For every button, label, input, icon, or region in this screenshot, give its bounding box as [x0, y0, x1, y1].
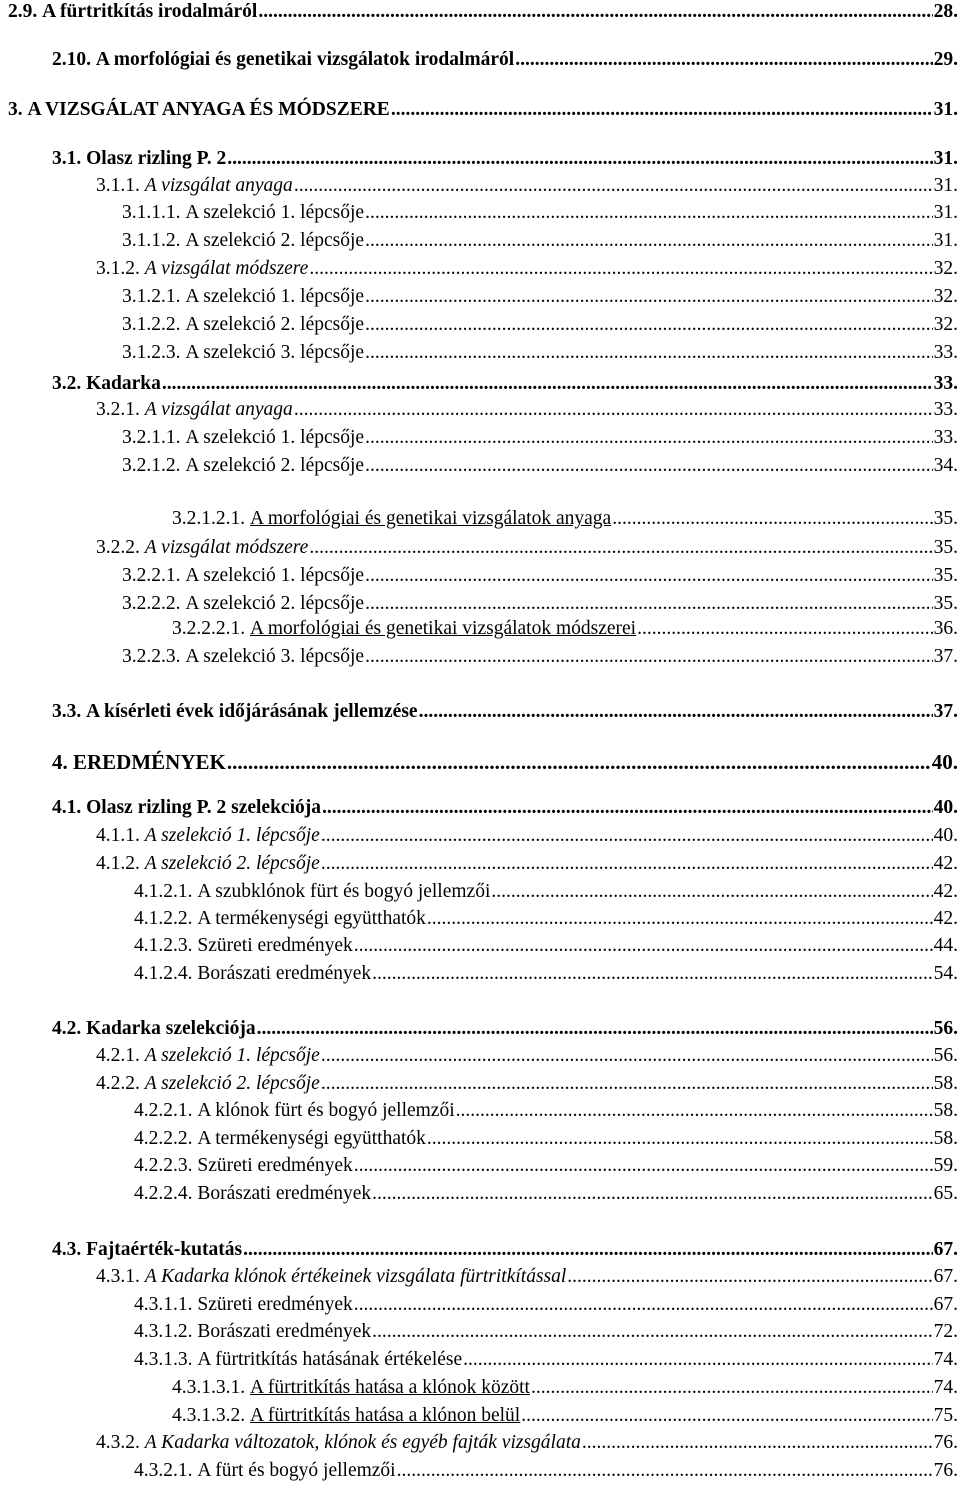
entry-title: A szelekció 1. lépcsője [185, 286, 365, 307]
entry-number: 3.2.2.2. [122, 593, 186, 614]
entry-page-number: 32. [933, 258, 958, 279]
entry-title: Olasz rizling P. 2 [86, 148, 227, 169]
entry-title: Borászati eredmények [197, 1183, 372, 1204]
entry-page-number: 42. [933, 881, 958, 902]
toc-entry[interactable] [52, 1238, 958, 1262]
toc-entry[interactable] [52, 372, 958, 396]
entry-title: A szelekció 3. lépcsője [185, 342, 365, 363]
toc-entry[interactable] [52, 700, 958, 724]
entry-number: 2.9. [8, 1, 43, 22]
dot-leader [427, 907, 933, 931]
entry-page-number: 58. [933, 1073, 958, 1094]
toc-entry[interactable] [122, 341, 958, 365]
entry-number: 4. [52, 750, 73, 774]
entry-page-number: 65. [933, 1183, 958, 1204]
entry-number: 3.2.2. [96, 537, 145, 558]
entry-number: 3.2.1.1. [122, 427, 186, 448]
entry-number: 3.2.1.2. [122, 455, 186, 476]
entry-title: EREDMÉNYEK [73, 750, 226, 774]
entry-title: A klónok fürt és bogyó jellemzői [197, 1100, 455, 1121]
dot-leader [227, 147, 932, 171]
dot-leader [637, 617, 933, 641]
entry-title: A szelekció 1. lépcsője [185, 565, 365, 586]
toc-entry[interactable] [122, 313, 958, 337]
toc-entry[interactable] [172, 617, 958, 641]
toc-entry[interactable] [96, 1431, 958, 1455]
dot-leader [456, 1099, 933, 1123]
entry-page-number: 40. [933, 825, 958, 846]
entry-number: 4.3.1.3. [134, 1349, 198, 1370]
toc-entry[interactable] [122, 426, 958, 450]
entry-number: 4.2.2.3. [134, 1155, 198, 1176]
entry-number: 4.2.2.1. [134, 1100, 198, 1121]
dot-leader [322, 796, 933, 820]
entry-page-number: 28. [933, 1, 958, 22]
entry-title: A kísérleti évek időjárásának jellemzése [86, 701, 418, 722]
toc-entry[interactable] [172, 1404, 958, 1428]
dot-leader [243, 1238, 933, 1262]
dot-leader [365, 645, 933, 669]
entry-title: Kadarka [86, 373, 161, 394]
dot-leader [257, 1017, 933, 1041]
entry-page-number: 58. [933, 1128, 958, 1149]
toc-entry[interactable] [134, 1459, 958, 1483]
entry-title: A vizsgálat módszere [144, 537, 309, 558]
entry-page-number: 56. [933, 1045, 958, 1066]
entry-page-number: 36. [933, 618, 958, 639]
dot-leader [391, 98, 933, 122]
entry-title: A morfológiai és genetikai vizsgálatok módszerei [250, 618, 637, 639]
entry-number: 4.3.1. [96, 1266, 145, 1287]
toc-entry[interactable] [134, 1293, 958, 1317]
dot-leader [531, 1376, 933, 1400]
dot-leader [365, 592, 933, 616]
entry-number: 4.2.2.2. [134, 1128, 198, 1149]
entry-number: 4.2.2.4. [134, 1183, 198, 1204]
entry-page-number: 40. [931, 750, 958, 774]
entry-page-number: 76. [933, 1460, 958, 1481]
dot-leader [227, 750, 931, 774]
entry-title: A termékenységi együtthatók [197, 908, 426, 929]
dot-leader [258, 0, 932, 24]
dot-leader [321, 852, 933, 876]
entry-number: 4.1.2.1. [134, 881, 198, 902]
entry-number: 4.3. [52, 1239, 87, 1260]
entry-page-number: 33. [933, 427, 958, 448]
entry-number: 3.1.2.1. [122, 286, 186, 307]
toc-entry[interactable] [96, 536, 958, 560]
entry-title: A szelekció 3. lépcsője [185, 646, 365, 667]
entry-number: 4.2.2. [96, 1073, 145, 1094]
entry-number: 3.2.1. [96, 399, 145, 420]
toc-entry[interactable] [134, 962, 958, 986]
entry-page-number: 34. [933, 455, 958, 476]
dot-leader [294, 174, 933, 198]
entry-number: 3.2.1.2.1. [172, 508, 250, 529]
toc-entry[interactable] [172, 507, 958, 531]
toc-entry[interactable] [172, 1376, 958, 1400]
entry-title: A fürtritkítás hatása a klónok között [250, 1377, 530, 1398]
entry-number: 4.2. [52, 1018, 87, 1039]
entry-number: 4.1.2.2. [134, 908, 198, 929]
entry-page-number: 40. [933, 797, 958, 818]
entry-page-number: 29. [933, 49, 958, 70]
toc-entry[interactable] [122, 592, 958, 616]
toc-entry[interactable] [134, 934, 958, 958]
dot-leader [354, 1154, 933, 1178]
entry-number: 4.3.1.3.1. [172, 1377, 250, 1398]
entry-page-number: 35. [933, 537, 958, 558]
entry-page-number: 67. [933, 1294, 958, 1315]
entry-number: 4.3.1.1. [134, 1294, 198, 1315]
entry-title: A vizsgálat anyaga [144, 175, 293, 196]
entry-number: 4.3.1.2. [134, 1321, 198, 1342]
entry-number: 4.1.2.4. [134, 963, 198, 984]
entry-page-number: 67. [933, 1266, 958, 1287]
entry-page-number: 33. [933, 373, 958, 394]
entry-page-number: 31. [933, 230, 958, 251]
dot-leader [419, 700, 933, 724]
entry-title: A vizsgálat anyaga [144, 399, 293, 420]
toc-entry[interactable] [134, 1127, 958, 1151]
entry-number: 3.1. [52, 148, 87, 169]
entry-title: A fürtritkítás hatása a klónon belül [250, 1405, 521, 1426]
entry-title: Fajtaérték-kutatás [86, 1239, 243, 1260]
toc-entry[interactable] [96, 1072, 958, 1096]
entry-page-number: 35. [933, 593, 958, 614]
entry-page-number: 67. [933, 1239, 958, 1260]
entry-page-number: 72. [933, 1321, 958, 1342]
toc-entry[interactable] [96, 174, 958, 198]
entry-number: 2.10. [52, 49, 96, 70]
entry-number: 4.1.1. [96, 825, 145, 846]
toc-entry[interactable] [122, 645, 958, 669]
dot-leader [372, 1182, 932, 1206]
entry-page-number: 32. [933, 286, 958, 307]
entry-title: A morfológiai és genetikai vizsgálatok irodalmáról [95, 49, 515, 70]
dot-leader [321, 1044, 933, 1068]
dot-leader [365, 426, 933, 450]
entry-page-number: 58. [933, 1100, 958, 1121]
toc-entry[interactable] [134, 1099, 958, 1123]
entry-title: Szüreti eredmények [197, 935, 353, 956]
toc-entry[interactable] [52, 796, 958, 820]
entry-page-number: 37. [933, 701, 958, 722]
entry-page-number: 31. [933, 148, 958, 169]
toc-entry[interactable] [52, 48, 958, 72]
dot-leader [365, 285, 933, 309]
dot-leader [521, 1404, 932, 1428]
entry-title: A fürtritkítás hatásának értékelése [197, 1349, 463, 1370]
toc-entry[interactable] [134, 907, 958, 931]
toc-entry[interactable] [134, 1320, 958, 1344]
entry-title: Borászati eredmények [197, 963, 372, 984]
entry-title: A termékenységi együtthatók [197, 1128, 426, 1149]
dot-leader [612, 507, 932, 531]
dot-leader [365, 564, 933, 588]
entry-page-number: 33. [933, 342, 958, 363]
entry-title: A fürtritkítás irodalmáról [42, 1, 258, 22]
dot-leader [365, 229, 933, 253]
entry-number: 3.1.2.3. [122, 342, 186, 363]
entry-page-number: 75. [933, 1405, 958, 1426]
toc-entry[interactable] [52, 147, 958, 171]
toc-entry[interactable] [96, 257, 958, 281]
entry-number: 3.2.2.1. [122, 565, 186, 586]
dot-leader [321, 1072, 933, 1096]
toc-entry[interactable] [122, 201, 958, 225]
toc-entry[interactable] [134, 1182, 958, 1206]
entry-title: A vizsgálat módszere [144, 258, 309, 279]
dot-leader [309, 257, 932, 281]
entry-title: Szüreti eredmények [197, 1294, 353, 1315]
dot-leader [397, 1459, 933, 1483]
dot-leader [365, 201, 933, 225]
toc-entry[interactable] [96, 852, 958, 876]
dot-leader [582, 1431, 933, 1455]
entry-title: Borászati eredmények [197, 1321, 372, 1342]
entry-title: A szelekció 2. lépcsője [185, 314, 365, 335]
toc-entry[interactable] [96, 1265, 958, 1289]
toc-entry[interactable] [96, 824, 958, 848]
entry-title: Olasz rizling P. 2 szelekciója [86, 797, 321, 818]
entry-title: A Kadarka klónok értékeinek vizsgálata fürtritkítással [144, 1266, 567, 1287]
entry-number: 4.1.2. [96, 853, 145, 874]
entry-title: A szelekció 2. lépcsője [144, 1073, 320, 1094]
entry-title: A fürt és bogyó jellemzői [197, 1460, 396, 1481]
dot-leader [463, 1348, 932, 1372]
dot-leader [162, 372, 933, 396]
dot-leader [567, 1265, 932, 1289]
entry-number: 4.3.1.3.2. [172, 1405, 250, 1426]
toc-entry[interactable] [8, 0, 958, 24]
entry-title: A VIZSGÁLAT ANYAGA ÉS MÓDSZERE [27, 99, 390, 120]
toc-entry[interactable] [122, 454, 958, 478]
entry-page-number: 37. [933, 646, 958, 667]
entry-number: 4.1. [52, 797, 87, 818]
entry-number: 3.1.1. [96, 175, 145, 196]
entry-title: A szelekció 2. lépcsője [185, 455, 365, 476]
entry-page-number: 32. [933, 314, 958, 335]
entry-number: 3.2.2.3. [122, 646, 186, 667]
entry-number: 4.3.2. [96, 1432, 145, 1453]
dot-leader [372, 962, 932, 986]
entry-page-number: 35. [933, 508, 958, 529]
entry-page-number: 33. [933, 399, 958, 420]
entry-title: A szubklónok fürt és bogyó jellemzői [197, 881, 491, 902]
entry-page-number: 54. [933, 963, 958, 984]
entry-title: A szelekció 2. lépcsője [185, 593, 365, 614]
entry-number: 3.1.2. [96, 258, 145, 279]
toc-entry[interactable] [96, 1044, 958, 1068]
entry-title: A szelekció 2. lépcsője [185, 230, 365, 251]
dot-leader [365, 341, 933, 365]
entry-page-number: 74. [933, 1349, 958, 1370]
entry-title: A szelekció 1. lépcsője [144, 1045, 320, 1066]
toc-entry[interactable] [134, 880, 958, 904]
entry-page-number: 31. [933, 202, 958, 223]
entry-page-number: 35. [933, 565, 958, 586]
entry-page-number: 56. [933, 1018, 958, 1039]
toc-entry[interactable] [52, 750, 958, 774]
dot-leader [427, 1127, 933, 1151]
entry-title: A Kadarka változatok, klónok és egyéb fajták vizsgálata [144, 1432, 581, 1453]
dot-leader [321, 824, 933, 848]
toc-entry[interactable] [122, 564, 958, 588]
entry-number: 3.2. [52, 373, 87, 394]
entry-title: A szelekció 1. lépcsője [144, 825, 320, 846]
toc-entry[interactable] [122, 285, 958, 309]
entry-number: 4.3.2.1. [134, 1460, 198, 1481]
entry-number: 3.1.2.2. [122, 314, 186, 335]
toc-entry[interactable] [8, 98, 958, 122]
entry-number: 3.1.1.2. [122, 230, 186, 251]
entry-page-number: 31. [933, 99, 958, 120]
entry-title: A szelekció 2. lépcsője [144, 853, 320, 874]
entry-page-number: 59. [933, 1155, 958, 1176]
entry-page-number: 31. [933, 175, 958, 196]
dot-leader [294, 398, 933, 422]
entry-page-number: 44. [933, 935, 958, 956]
dot-leader [515, 48, 932, 72]
entry-title: Kadarka szelekciója [86, 1018, 256, 1039]
entry-number: 4.1.2.3. [134, 935, 198, 956]
toc-entry[interactable] [134, 1154, 958, 1178]
dot-leader [365, 313, 933, 337]
entry-page-number: 74. [933, 1377, 958, 1398]
entry-number: 3.3. [52, 701, 87, 722]
toc-entry[interactable] [122, 229, 958, 253]
dot-leader [309, 536, 932, 560]
dot-leader [354, 934, 933, 958]
dot-leader [372, 1320, 932, 1344]
entry-number: 3.2.2.2.1. [172, 618, 250, 639]
toc-entry[interactable] [134, 1348, 958, 1372]
entry-title: A morfológiai és genetikai vizsgálatok anyaga [250, 508, 612, 529]
toc-entry[interactable] [52, 1017, 958, 1041]
entry-title: A szelekció 1. lépcsője [185, 427, 365, 448]
entry-number: 3. [8, 99, 28, 120]
entry-page-number: 42. [933, 853, 958, 874]
entry-title: Szüreti eredmények [197, 1155, 353, 1176]
entry-number: 3.1.1.1. [122, 202, 186, 223]
entry-title: A szelekció 1. lépcsője [185, 202, 365, 223]
entry-page-number: 42. [933, 908, 958, 929]
entry-number: 4.2.1. [96, 1045, 145, 1066]
entry-page-number: 76. [933, 1432, 958, 1453]
dot-leader [354, 1293, 933, 1317]
toc-entry[interactable] [96, 398, 958, 422]
dot-leader [365, 454, 933, 478]
dot-leader [491, 880, 932, 904]
